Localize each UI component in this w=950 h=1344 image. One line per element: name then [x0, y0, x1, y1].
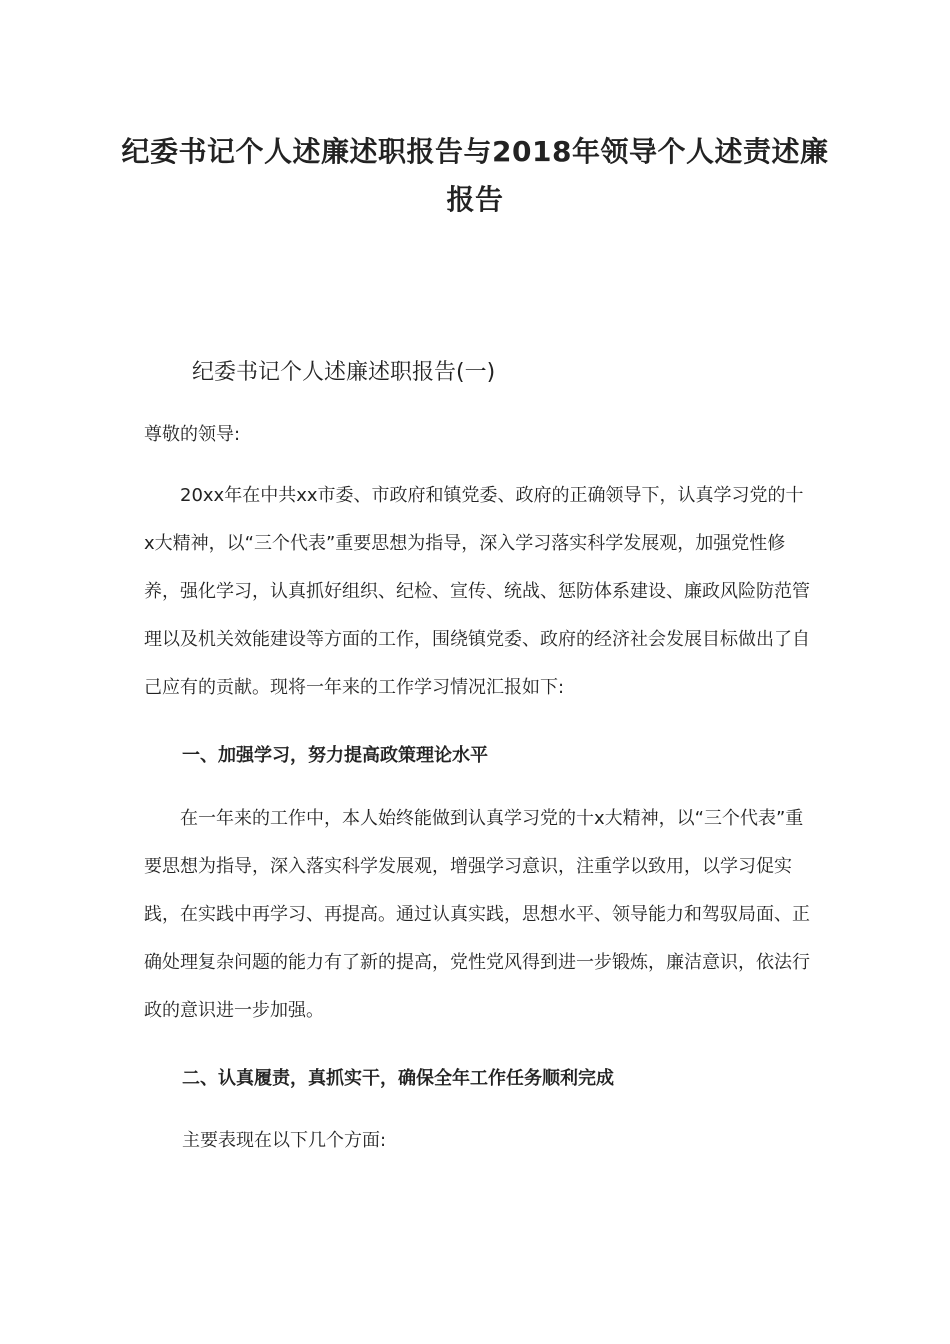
paragraph-study: 在一年来的工作中，本人始终能做到认真学习党的十x大精神，以“三个代表”重要思想为指导，深入落实科学发展观，增强学习意识，注重学以致用，以学习促实践，在实践中再学习、再提高。通过认真实践，思想水平、领导能力和驾驭局面、正确处理复杂问题的能力有了新的提高，党性党风得到进一步锻炼，廉洁意识，依法行政的意识进一步加强。	[144, 808, 810, 1021]
paragraph-aspects: 主要表现在以下几个方面:	[182, 1130, 387, 1151]
document-title: 纪委书记个人述廉述职报告与2018年领导个人述责述廉报告	[121, 135, 829, 216]
section-heading-2: 二、认真履责，真抓实干，确保全年工作任务顺利完成	[182, 1068, 614, 1089]
salutation: 尊敬的领导:	[144, 424, 241, 445]
section-subtitle: 纪委书记个人述廉述职报告(一)	[192, 360, 496, 385]
section-heading-1: 一、加强学习，努力提高政策理论水平	[182, 745, 488, 766]
paragraph-intro: 20xx年在中共xx市委、市政府和镇党委、政府的正确领导下，认真学习党的十x大精神，以“三个代表”重要思想为指导，深入学习落实科学发展观，加强党性修养，强化学习，认真抓好组织、纪检、宣传、统战、惩防体系建设、廉政风险防范管理以及机关效能建设等方面的工作，围绕镇党委、政府的经济社会发展目标做出了自己应有的贡献。现将一年来的工作学习情况汇报如下:	[144, 485, 810, 698]
